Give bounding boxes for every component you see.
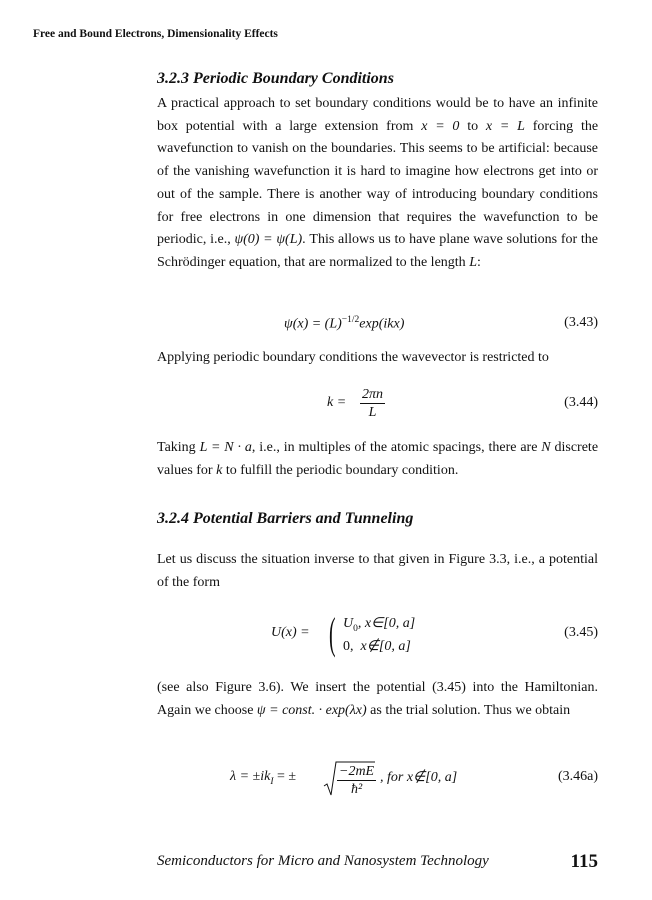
case-subscript: 0 [353, 623, 358, 634]
case-value: 0, [343, 639, 354, 654]
math-xL: x = L [485, 118, 525, 134]
section-number: 3.2.4 [157, 510, 189, 527]
paragraph-boundary [157, 93, 598, 275]
eq-lhs: ψ(x) = (L) [284, 316, 342, 332]
math-N: N [541, 440, 551, 455]
section-title: Potential Barriers and Tunneling [193, 510, 414, 527]
text: to [467, 118, 479, 134]
text: . This allows us to have plane wave solutions for the Schrödinger equation, that are normalized to the length [157, 232, 598, 270]
eq-rhs: exp(ikx) [359, 316, 405, 332]
paragraph-taking [157, 437, 598, 482]
eq-exponent: −1/2 [341, 315, 360, 325]
equation-3-46a [157, 760, 598, 800]
math-periodic-condition: ψ(0) = ψ(L) [234, 232, 303, 248]
text: discrete values for [157, 440, 599, 478]
text: A practical approach to set boundary conditions would be to have an infinite box potential with a large extension from [157, 96, 598, 134]
equation-number: (3.45) [564, 625, 598, 640]
case-value: U [343, 616, 354, 631]
equation-number: (3.43) [564, 315, 598, 330]
equation-number: (3.44) [564, 395, 598, 410]
paragraph-discuss [157, 549, 598, 594]
text: Taking [157, 440, 196, 455]
radicand-denominator: ħ² [350, 782, 363, 797]
text: (see also Figure 3.6). We insert the potential (3.45) into the Hamiltonian. Again we choose [157, 680, 598, 718]
math-k: k [216, 462, 223, 478]
text: , i.e., in multiples of the atomic spacings, there are [251, 440, 538, 455]
text: Applying periodic boundary conditions the wavevector is restricted to [157, 350, 549, 365]
eq-condition: , for x∉[0, a] [380, 770, 458, 785]
equation-3-45 [157, 609, 598, 662]
eq-lhs: k = [327, 395, 347, 410]
case-condition: , x∈[0, a] [357, 616, 416, 631]
radicand [337, 763, 376, 798]
paragraph-see-also [157, 677, 598, 722]
eq-subscript: I [270, 776, 274, 787]
case-1 [343, 615, 415, 634]
page-number: 115 [570, 851, 598, 872]
left-brace: ( [329, 609, 336, 658]
eq-lhs-text: λ = ±ik [230, 769, 271, 784]
eq-lhs: U(x) = [271, 625, 310, 640]
text: as the trial solution. Thus we obtain [370, 702, 571, 718]
section-heading-periodic [157, 70, 598, 88]
eq-fraction [360, 386, 385, 421]
equation-number: (3.46a) [557, 769, 598, 784]
paragraph-applying [157, 347, 598, 370]
eq-lhs [230, 769, 296, 787]
math-L-Na: L = N · a [199, 440, 252, 455]
eq-mid: = ± [273, 769, 297, 784]
section-number: 3.2.3 [157, 70, 189, 87]
footer-book-title: Semiconductors for Micro and Nanosystem Technology [157, 853, 489, 869]
section-heading-tunneling [157, 510, 598, 528]
math-L: L [469, 254, 477, 270]
section-title: Periodic Boundary Conditions [193, 70, 394, 87]
denominator: L [368, 405, 377, 420]
page-footer [157, 853, 598, 870]
text: : [476, 254, 481, 270]
text: Let us discuss the situation inverse to that given in Figure 3.3, i.e., a potential of the form [157, 552, 598, 590]
running-head: Free and Bound Electrons, Dimensionality Effects [33, 28, 278, 40]
math-trial-solution: ψ = const. · exp(λx) [256, 702, 367, 718]
case-2 [343, 638, 411, 655]
text: forcing the wavefunction to vanish on the boundaries. This seems to be artificial: because of the vanishing wavefunction it is hard to imagine how electrons get into or out of the sample. There is another way of introducing boundary conditions for free electrons in one dimension that requires the wavefunction to be periodic, i.e., [157, 118, 599, 248]
radicand-numerator: −2mE [339, 764, 375, 779]
math-x0: x = 0 [421, 118, 460, 134]
text: to fulfill the periodic boundary condition. [225, 462, 459, 478]
square-root [323, 760, 375, 796]
numerator: 2πn [362, 387, 384, 402]
case-condition: x∉[0, a] [360, 639, 411, 654]
